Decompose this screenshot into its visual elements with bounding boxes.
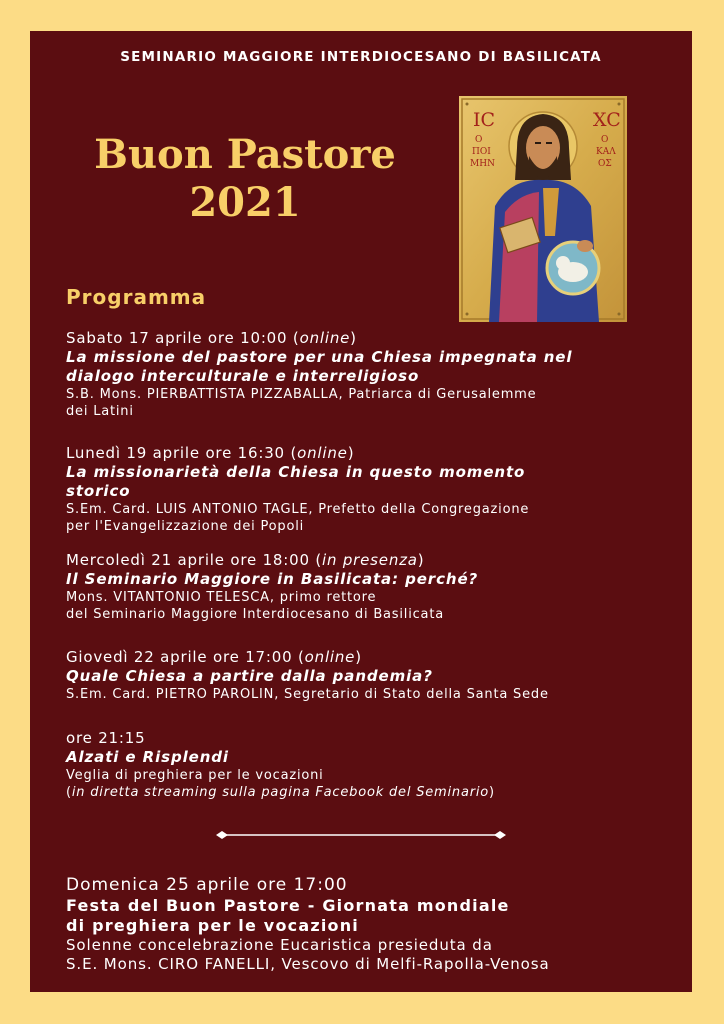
event-2-when: Lunedì 19 aprile ore 16:30 ( (66, 444, 298, 462)
event-1-speaker-line-2: dei Latini (66, 404, 134, 419)
event-2-datetime (66, 443, 666, 463)
final-event-datetime: Domenica 25 aprile ore 17:00 (66, 875, 348, 895)
event-5-title-line-1: Alzati e Risplendi (66, 748, 229, 766)
event-5-note-text: in diretta streaming sulla pagina Facebook del Seminario (71, 785, 490, 800)
final-event-speaker-line-2: S.E. Mons. CIRO FANELLI, Vescovo di Melfi-Rapolla-Venosa (66, 955, 550, 973)
event-3-when: Mercoledì 21 aprile ore 18:00 ( (66, 551, 323, 569)
icon-caption-left-2: ΠΟΙ (472, 147, 491, 157)
event-1 (66, 328, 666, 420)
event-2-speaker-line-2: per l'Evangelizzazione dei Popoli (66, 519, 305, 534)
event-4 (66, 647, 666, 703)
event-3-title (66, 570, 666, 589)
event-4-datetime (66, 647, 666, 667)
final-event-speaker-line-1: Solenne concelebrazione Eucaristica presieduta da (66, 936, 493, 954)
final-event-title (66, 896, 676, 936)
event-1-when: Sabato 17 aprile ore 10:00 ( (66, 329, 300, 347)
event-2-when-close: ) (347, 444, 355, 462)
event-4-speaker-line-1: S.Em. Card. PIETRO PAROLIN, Segretario di Stato della Santa Sede (66, 687, 549, 702)
final-event (66, 874, 676, 974)
good-shepherd-icon (459, 96, 627, 322)
event-2-speaker-line-1: S.Em. Card. LUIS ANTONIO TAGLE, Prefetto della Congregazione (66, 502, 530, 517)
event-3-datetime (66, 550, 666, 570)
poster-panel (30, 31, 692, 992)
event-5-speaker (66, 767, 666, 801)
event-4-title (66, 667, 666, 686)
icon-caption-left-3: ΜΗΝ (470, 159, 495, 169)
event-5-datetime: ore 21:15 (66, 729, 146, 747)
event-3-when-close: ) (417, 551, 425, 569)
event-1-when-close: ) (350, 329, 357, 347)
event-3-title-line-1: Il Seminario Maggiore in Basilicata: perché? (66, 570, 479, 588)
event-1-title (66, 348, 666, 386)
event-2-title-line-1: La missionarietà della Chiesa in questo momento (66, 463, 526, 481)
icon-letters-left: IC (473, 109, 496, 131)
event-4-speaker (66, 686, 666, 703)
final-event-title-line-2: di preghiera per le vocazioni (66, 916, 359, 935)
event-3-speaker (66, 589, 666, 623)
event-5-note (66, 784, 666, 801)
event-5-note-open: ( (66, 785, 72, 800)
event-3 (66, 550, 666, 623)
event-5-speaker-line-1: Veglia di preghiera per le vocazioni (66, 768, 324, 783)
event-5-note-close: ) (489, 785, 495, 800)
event-2-title (66, 463, 666, 501)
event-1-datetime (66, 328, 666, 348)
icon-caption-left-1: Ο (475, 135, 483, 145)
event-1-title-line-1: La missione del pastore per una Chiesa impegnata nel (66, 348, 573, 366)
programma-heading: Programma (66, 285, 207, 309)
poster-title (70, 131, 420, 227)
event-5-title (66, 748, 666, 767)
title-line-2: 2021 (189, 179, 301, 226)
section-divider (216, 828, 506, 842)
event-4-when-close: ) (355, 648, 362, 666)
event-4-title-line-1: Quale Chiesa a partire dalla pandemia? (66, 667, 433, 685)
event-1-mode: online (299, 329, 351, 347)
event-4-when: Giovedì 22 aprile ore 17:00 ( (66, 648, 305, 666)
event-1-speaker-line-1: S.B. Mons. PIERBATTISTA PIZZABALLA, Patriarca di Gerusalemme (66, 387, 537, 402)
icon-letters-right: XC (593, 109, 621, 131)
icon-caption-right-3: ΟΣ (598, 159, 612, 169)
event-1-speaker (66, 386, 666, 420)
event-4-mode: online (304, 648, 356, 666)
icon-caption-right-2: ΚΑΛ (596, 147, 616, 157)
title-line-1: Buon Pastore (94, 131, 396, 178)
event-3-speaker-line-2: del Seminario Maggiore Interdiocesano di Basilicata (66, 607, 444, 622)
event-3-mode: in presenza (322, 551, 418, 569)
event-2-speaker (66, 501, 666, 535)
final-event-speaker (66, 936, 676, 974)
final-event-title-line-1: Festa del Buon Pastore - Giornata mondiale (66, 896, 510, 915)
event-5 (66, 728, 666, 801)
seminary-header: SEMINARIO MAGGIORE INTERDIOCESANO DI BASILICATA (120, 49, 602, 65)
event-1-title-line-2: dialogo interculturale e interreligioso (66, 367, 420, 385)
event-2-title-line-2: storico (66, 482, 131, 500)
event-2-mode: online (297, 444, 348, 462)
event-2 (66, 443, 666, 535)
icon-caption-right-1: Ο (601, 135, 609, 145)
event-3-speaker-line-1: Mons. VITANTONIO TELESCA, primo rettore (66, 590, 377, 605)
